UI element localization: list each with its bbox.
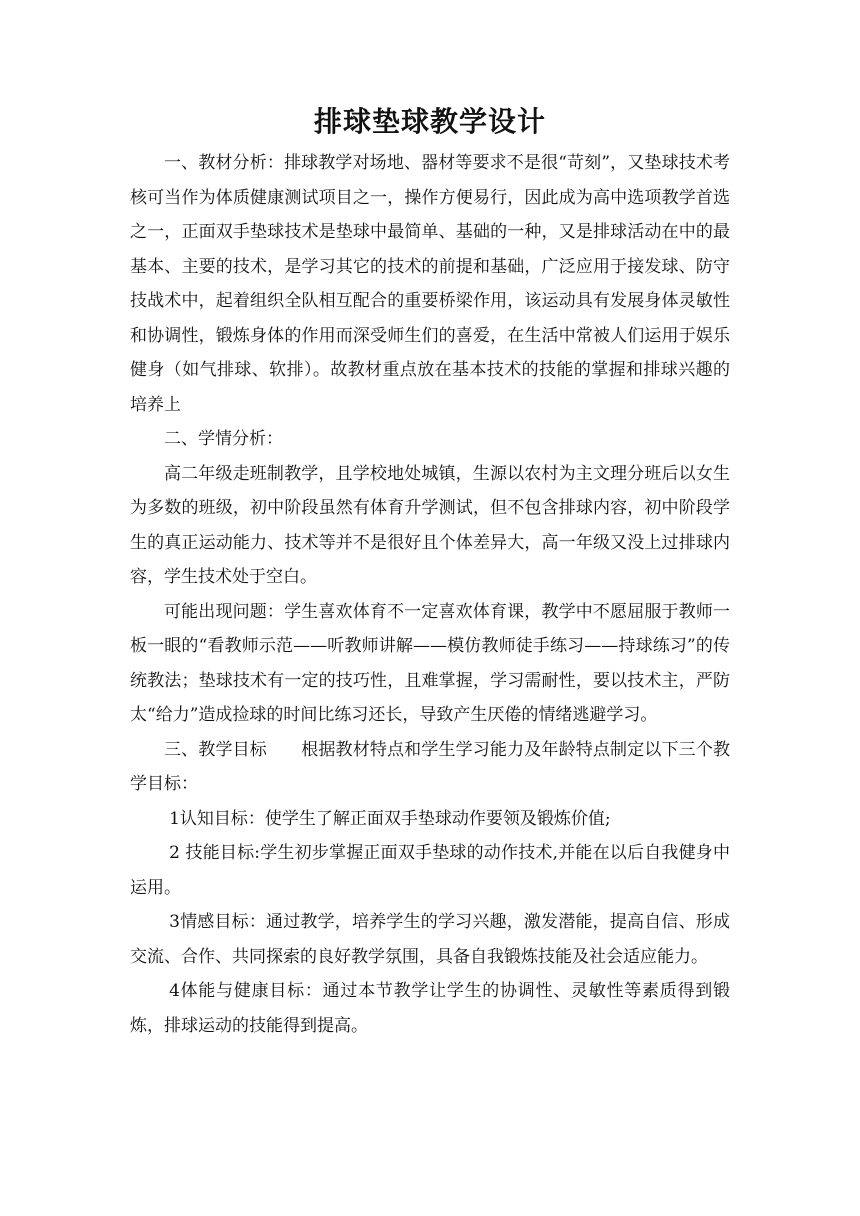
heading-learner-analysis: 二、学情分析： [164,429,283,449]
paragraph-material-analysis: 一、教材分析：排球教学对场地、器材等要求不是很“苛刻”，又垫球技术考核可当作为体质健康测试项目之一，操作方便易行，因此成为高中选项教学首选之一，正面双手垫球技术是垫球中最简单、基础的一种，又是排球活动在中的最基本、主要的技术，是学习其它的技术的前提和基础，广泛应用于接发球、防守技战术中，起着组织全队相互配合的重要桥梁作用，该运动具有发展身体灵敏性和协调性，锻炼身体的作用而深受师生们的喜爱，在生活中常被人们运用于娱乐健身（如气排球、软排）。故教材重点放在基本技术的技能的掌握和排球兴趣的培养上 [130,153,730,415]
goal-cognitive: 1认知目标：使学生了解正面双手垫球动作要领及锻炼价值; [169,808,611,829]
paragraph-learner-analysis: 高二年级走班制教学，且学校地处城镇，生源以农村为主文理分班后以女生为多数的班级，初中阶段虽然有体育升学测试，但不包含排球内容，初中阶段学生的真正运动能力、技术等并不是很好且个体差异大，高一年级又没上过排球内容，学生技术处于空白。 [130,463,730,587]
goal-emotional: 3情感目标：通过教学，培养学生的学习兴趣，激发潜能，提高自信、形成交流、合作、共同探索的良好教学氛围，具备自我锻炼技能及社会适应能力。 [130,912,730,967]
paragraph-teaching-goals: 三、教学目标 根据教材特点和学生学习能力及年龄特点制定以下三个教学目标： [130,739,730,794]
document-body [130,146,730,1043]
paragraph-possible-problems: 可能出现问题：学生喜欢体育不一定喜欢体育课，教学中不愿屈服于教师一板一眼的“看教师示范——听教师讲解——模仿教师徒手练习——持球练习”的传统教法；垫球技术有一定的技巧性，且难掌握，学习需耐性，要以技术主，严防太“给力”造成捡球的时间比练习还长，导致产生厌倦的情绪逃避学习。 [130,601,730,725]
goal-fitness-health: 4体能与健康目标：通过本节教学让学生的协调性、灵敏性等素质得到锻炼，排球运动的技能得到提高。 [130,981,730,1036]
document-title: 排球垫球教学设计 [313,105,546,138]
goal-skill: 2 技能目标:学生初步掌握正面双手垫球的动作技术,并能在以后自我健身中运用。 [130,843,730,898]
